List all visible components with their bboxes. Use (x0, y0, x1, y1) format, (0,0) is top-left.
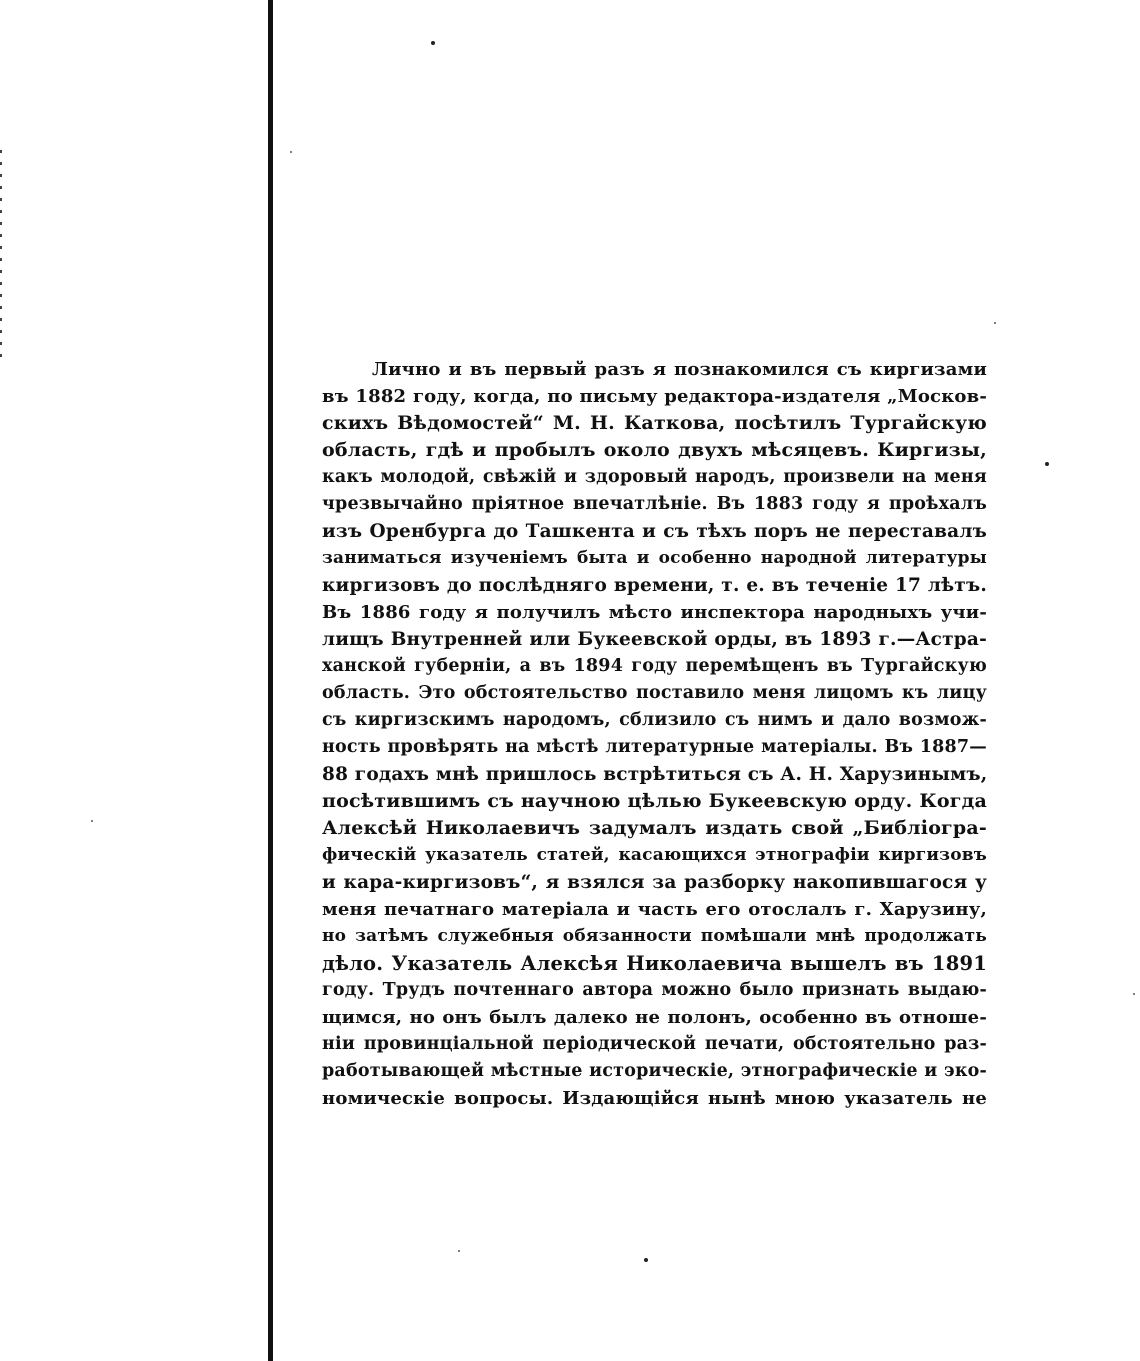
text-line: ханской губерніи, а въ 1894 году перемѣщенъ въ Тургайскую (322, 656, 987, 676)
text-line: лищъ Внутренней или Букеевской орды, въ 1893 г.—Астра- (322, 629, 987, 650)
text-line: дѣло. Указатель Алексѣя Николаевича вышелъ въ 1891 (322, 952, 987, 975)
text-line: посѣтившимъ съ научною цѣлью Букеевскую орду. Когда (322, 790, 987, 812)
text-line: но затѣмъ служебныя обязанности помѣшали мнѣ продолжать (322, 926, 987, 946)
scan-speck (644, 1258, 648, 1262)
body-paragraph (322, 356, 987, 1112)
text-line: какъ молодой, свѣжій и здоровый народъ, произвели на меня (322, 467, 987, 487)
text-line: меня печатнаго матеріала и часть его отослалъ г. Харузину, (322, 899, 987, 920)
text-line: чрезвычайно пріятное впечатлѣніе. Въ 1883 году я проѣхалъ (322, 494, 987, 514)
text-line: щимся, но онъ былъ далеко не полонъ, особенно въ отноше- (322, 1007, 987, 1028)
text-line: Въ 1886 году я получилъ мѣсто инспектора народныхъ учи- (322, 602, 987, 623)
binding-rule (268, 0, 273, 1361)
text-line: ность провѣрять на мѣстѣ литературные матеріалы. Въ 1887— (322, 737, 987, 757)
text-line: область. Это обстоятельство поставило меня лицомъ къ лицу (322, 683, 987, 703)
text-line: фическій указатель статей, касающихся этнографіи киргизовъ (322, 845, 987, 865)
text-line: 88 годахъ мнѣ пришлось встрѣтиться съ А. Н. Харузинымъ, (322, 764, 988, 785)
text-line: изъ Оренбурга до Ташкента и съ тѣхъ поръ не переставалъ (322, 521, 987, 542)
text-line: область, гдѣ и пробылъ около двухъ мѣсяцевъ. Киргизы, (322, 439, 987, 461)
text-line: въ 1882 году, когда, по письму редактора-издателя „Москов- (322, 386, 987, 407)
scan-speck (1045, 462, 1049, 466)
scan-speck (290, 151, 292, 153)
text-line: съ киргизскимъ народомъ, сблизило съ нимъ и дало возмож- (322, 710, 987, 730)
page-edge-marks (0, 150, 2, 360)
text-line: киргизовъ до послѣдняго времени, т. е. въ теченіе 17 лѣтъ. (322, 575, 987, 596)
text-line: и кара-киргизовъ“, я взялся за разборку накопившагося у (322, 872, 987, 893)
scan-speck (431, 41, 435, 45)
text-line: скихъ Вѣдомостей“ М. Н. Каткова, посѣтилъ Тургайскую (322, 412, 987, 434)
scan-speck (994, 322, 996, 324)
text-line: Алексѣй Николаевичъ задумалъ издать свой „Библіогра- (322, 817, 987, 839)
text-line: году. Трудъ почтеннаго автора можно было признать выдаю- (322, 980, 987, 1000)
text-line: номическіе вопросы. Издающійся нынѣ мною указатель не (322, 1088, 987, 1109)
text-line: Лично и въ первый разъ я познакомился съ киргизами (372, 359, 987, 380)
scan-speck (1133, 993, 1135, 995)
scan-speck (458, 1250, 460, 1252)
text-line: заниматься изученіемъ быта и особенно народной литературы (322, 548, 987, 568)
text-line: ніи провинціальной періодической печати, обстоятельно раз- (322, 1034, 987, 1054)
scan-speck (91, 820, 93, 822)
text-line: работывающей мѣстные историческіе, этнографическіе и эко- (322, 1061, 987, 1081)
